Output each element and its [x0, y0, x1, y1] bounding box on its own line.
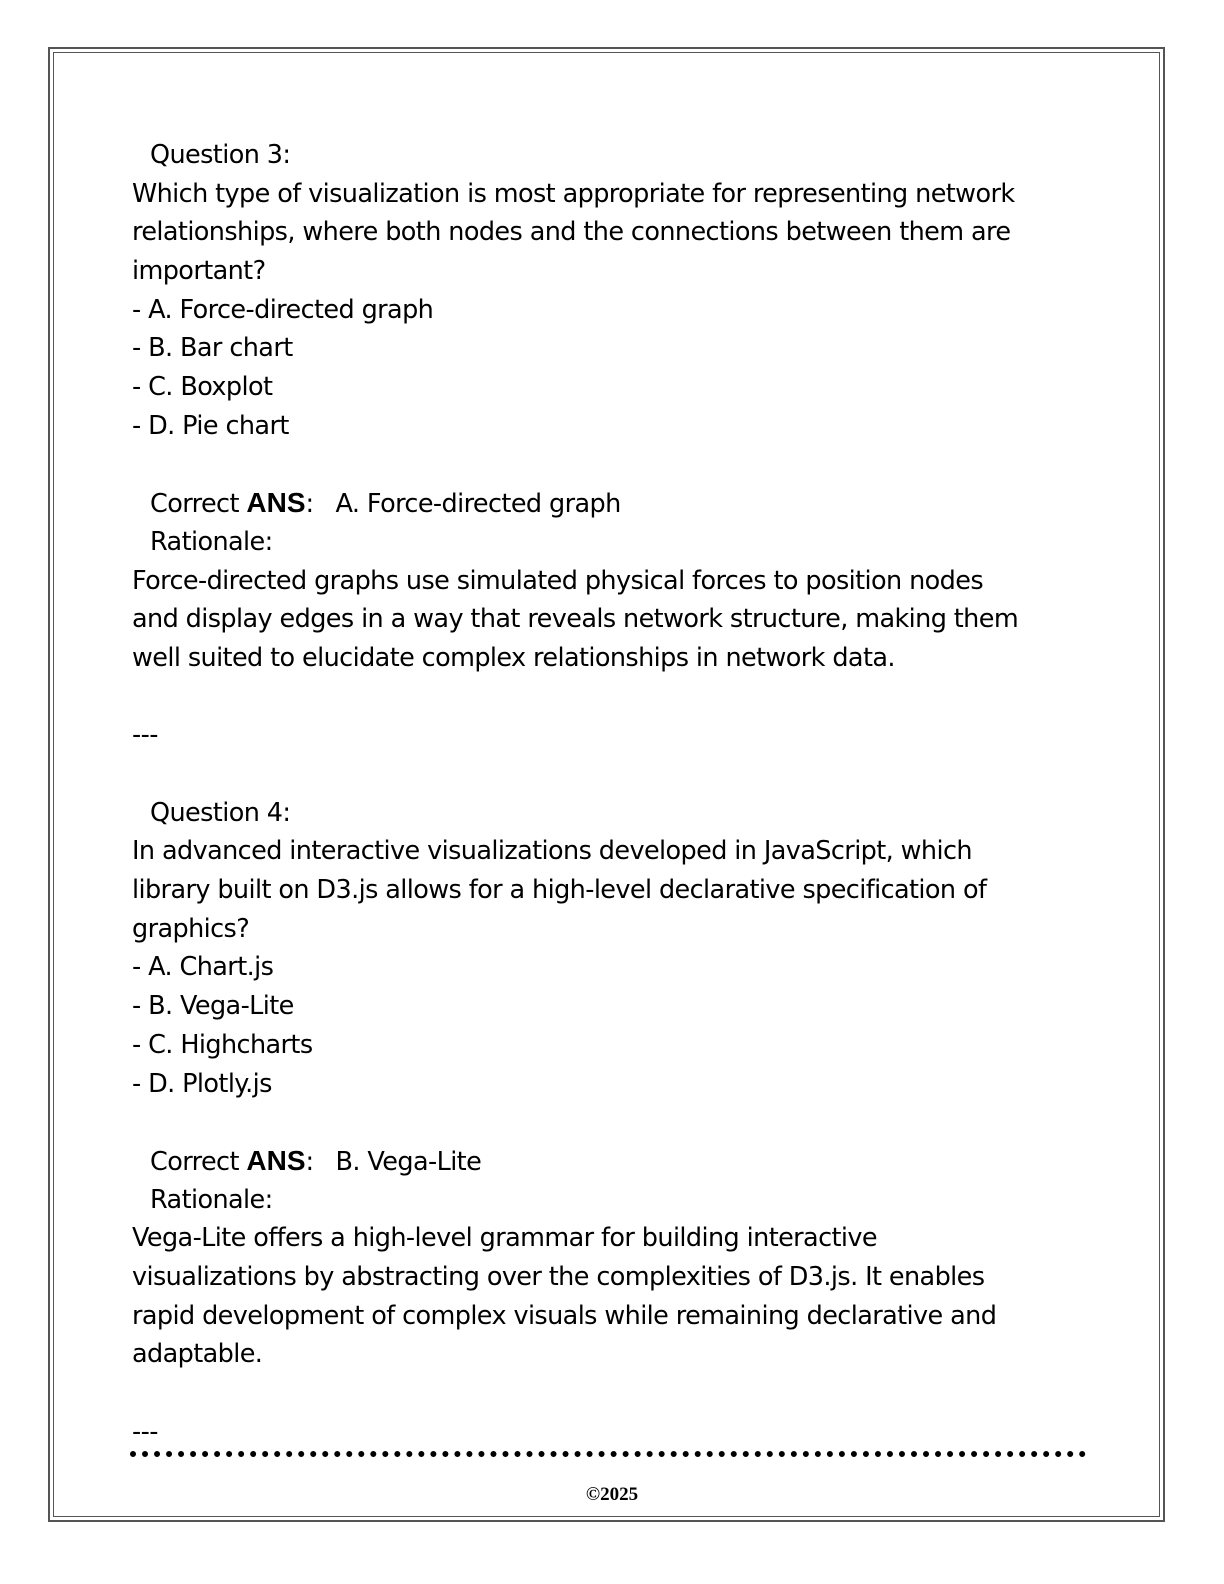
correct-answer-line [132, 484, 1092, 523]
correct-answer-value: A. Force-directed graph [335, 489, 621, 520]
copyright-footer: ©2025 [585, 1484, 639, 1505]
spacer [132, 446, 1092, 485]
correct-label: Correct [150, 1146, 247, 1177]
document-body [132, 136, 1092, 1451]
spacer [132, 1374, 1092, 1413]
answer-option: - B. Bar chart [132, 333, 293, 364]
rationale-text-line: visualizations by abstracting over the complexities of D3.js. It enables [132, 1261, 985, 1292]
question-heading: Question 3: [150, 140, 291, 170]
question-text-line: important? [132, 256, 266, 287]
correct-label: Correct [150, 489, 247, 520]
answer-option: - D. Plotly.js [132, 1068, 272, 1099]
rationale-heading: Rationale: [150, 1184, 273, 1215]
question-text-line: In advanced interactive visualizations developed in JavaScript, which [132, 836, 972, 867]
question-text-line: Which type of visualization is most appropriate for representing network [132, 178, 1015, 209]
correct-colon: : [305, 489, 314, 520]
rationale-text-line: rapid development of complex visuals while remaining declarative and [132, 1300, 997, 1331]
correct-answer-line [132, 1142, 1092, 1181]
answer-option: - A. Force-directed graph [132, 294, 434, 325]
section-separator: --- [132, 720, 158, 751]
question-block [132, 136, 1092, 794]
rationale-heading: Rationale: [150, 526, 273, 557]
spacer [132, 1103, 1092, 1142]
question-heading: Question 4: [150, 797, 291, 828]
answer-option: - A. Chart.js [132, 952, 274, 983]
question-text-line: graphics? [132, 913, 250, 944]
correct-colon: : [305, 1146, 314, 1177]
ans-label: ANS [246, 487, 306, 519]
section-separator: --- [132, 1416, 158, 1447]
answer-option: - C. Highcharts [132, 1029, 313, 1060]
rationale-text-line: Force-directed graphs use simulated physical forces to position nodes [132, 565, 984, 596]
spacer [132, 755, 1092, 794]
rationale-text-line: well suited to elucidate complex relationships in network data. [132, 642, 895, 673]
answer-option: - C. Boxplot [132, 372, 273, 403]
rationale-text-line: adaptable. [132, 1339, 263, 1370]
answer-option: - D. Pie chart [132, 410, 289, 441]
rationale-text-line: Vega-Lite offers a high-level grammar for building interactive [132, 1223, 877, 1254]
rationale-text-line: and display edges in a way that reveals network structure, making them [132, 604, 1019, 635]
question-text-line: library built on D3.js allows for a high-level declarative specification of [132, 875, 987, 906]
question-text-line: relationships, where both nodes and the connections between them are [132, 217, 1011, 248]
correct-answer-value: B. Vega-Lite [335, 1146, 482, 1177]
footer-dotted-divider [130, 1451, 1086, 1457]
answer-option: - B. Vega-Lite [132, 991, 294, 1022]
question-block [132, 794, 1092, 1452]
ans-label: ANS [246, 1144, 306, 1176]
spacer [132, 678, 1092, 717]
